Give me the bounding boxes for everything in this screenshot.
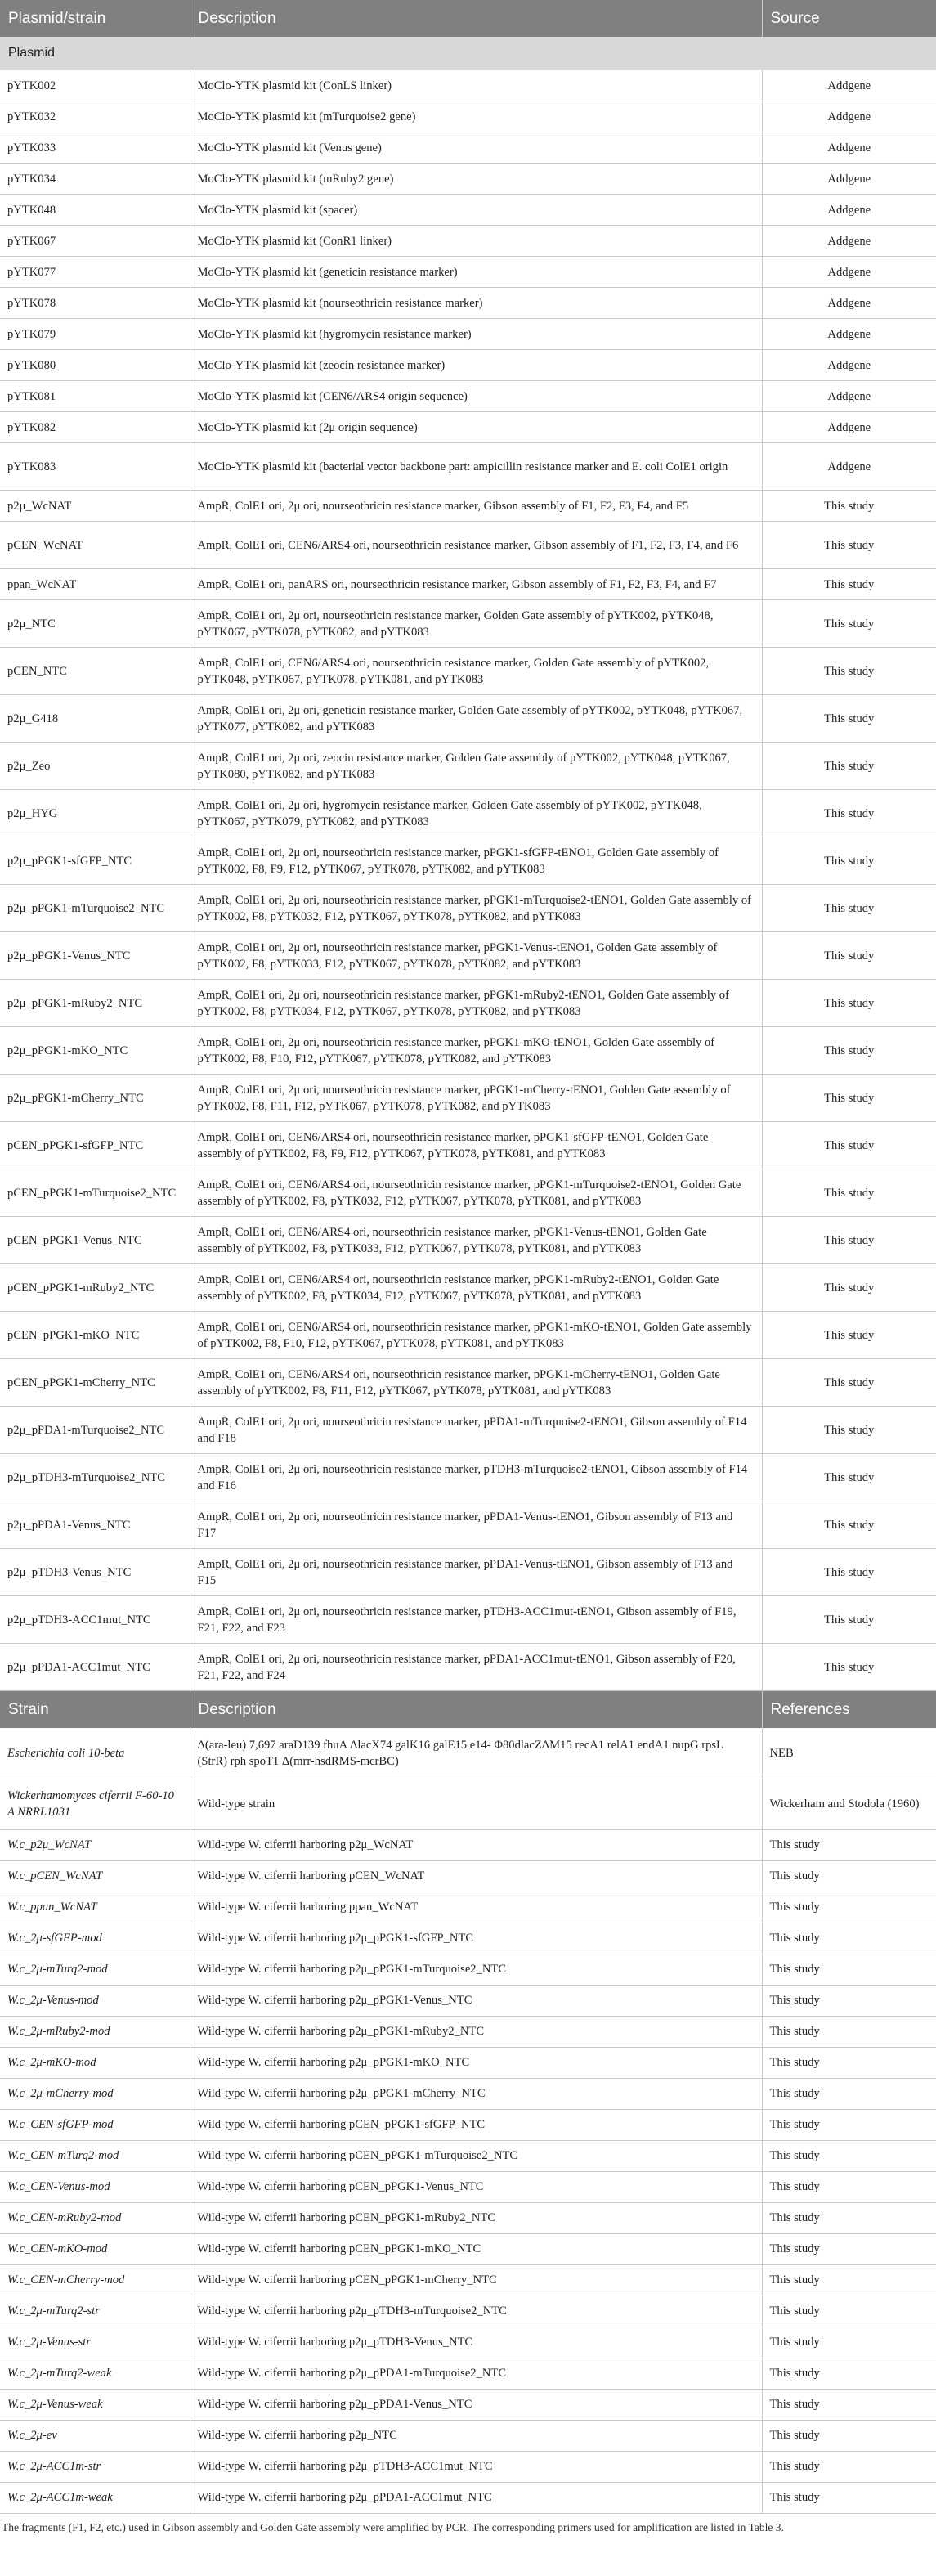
plasmid-name-cell: p2μ_pPGK1-mTurquoise2_NTC xyxy=(0,885,190,932)
section-label: Plasmid xyxy=(0,37,936,70)
source-cell: This study xyxy=(762,1169,936,1217)
description-cell: MoClo-YTK plasmid kit (mRuby2 gene) xyxy=(190,164,762,195)
column-header: Description xyxy=(190,1691,762,1729)
description-cell: MoClo-YTK plasmid kit (ConR1 linker) xyxy=(190,226,762,257)
strain-name-cell: W.c_2μ-Venus-str xyxy=(0,2327,190,2358)
table-row xyxy=(0,2451,936,2482)
strain-name-cell: W.c_2μ-mCherry-mod xyxy=(0,2078,190,2109)
plasmid-name-cell: p2μ_NTC xyxy=(0,600,190,648)
reference-cell: This study xyxy=(762,2202,936,2233)
strain-name-cell: W.c_2μ-Venus-weak xyxy=(0,2389,190,2420)
strain-name-cell: Escherichia coli 10-beta xyxy=(0,1728,190,1779)
source-cell: Addgene xyxy=(762,101,936,132)
description-cell: AmpR, ColE1 ori, 2μ ori, nourseothricin resistance marker, pPGK1-Venus-tENO1, Golden Gate assembly of pYTK002, F8, pYTK033, F12, pYTK067, pYTK078, pYTK082, and pYTK083 xyxy=(190,932,762,980)
source-cell: Addgene xyxy=(762,319,936,350)
description-cell: AmpR, ColE1 ori, CEN6/ARS4 ori, nourseothricin resistance marker, pPGK1-Venus-tENO1, Golden Gate assembly of pYTK002, F8, pYTK033, F12, pYTK067, pYTK078, pYTK081, and pYTK083 xyxy=(190,1217,762,1264)
table-row xyxy=(0,980,936,1027)
table-row xyxy=(0,1075,936,1122)
description-cell: AmpR, ColE1 ori, 2μ ori, nourseothricin resistance marker, pPDA1-Venus-tENO1, Gibson assembly of F13 and F17 xyxy=(190,1501,762,1549)
description-cell: Wild-type W. ciferrii harboring p2μ_pPGK1-sfGFP_NTC xyxy=(190,1923,762,1954)
description-cell: AmpR, ColE1 ori, CEN6/ARS4 ori, nourseothricin resistance marker, pPGK1-mKO-tENO1, Golden Gate assembly of pYTK002, F8, F10, F12, pYTK067, pYTK078, pYTK081, and pYTK083 xyxy=(190,1312,762,1359)
table-row xyxy=(0,132,936,164)
description-cell: AmpR, ColE1 ori, 2μ ori, geneticin resistance marker, Golden Gate assembly of pYTK002, pYTK048, pYTK067, pYTK077, pYTK082, and pYTK083 xyxy=(190,695,762,743)
description-cell: AmpR, ColE1 ori, 2μ ori, nourseothricin resistance marker, Golden Gate assembly of pYTK002, pYTK048, pYTK067, pYTK078, pYTK082, and pYTK083 xyxy=(190,600,762,648)
table-row xyxy=(0,288,936,319)
source-cell: Addgene xyxy=(762,164,936,195)
reference-cell: This study xyxy=(762,2296,936,2327)
description-cell: Wild-type W. ciferrii harboring p2μ_pPGK1-mTurquoise2_NTC xyxy=(190,1954,762,1985)
table-row xyxy=(0,569,936,600)
description-cell: Wild-type W. ciferrii harboring p2μ_pPGK1-mRuby2_NTC xyxy=(190,2016,762,2047)
table-row xyxy=(0,1312,936,1359)
plasmid-name-cell: pYTK048 xyxy=(0,195,190,226)
source-cell: This study xyxy=(762,491,936,522)
table-row xyxy=(0,2140,936,2171)
description-cell: Wild-type W. ciferrii harboring p2μ_pPDA1-ACC1mut_NTC xyxy=(190,2482,762,2513)
strain-name-cell: W.c_CEN-mTurq2-mod xyxy=(0,2140,190,2171)
table-row xyxy=(0,790,936,837)
table-row xyxy=(0,2233,936,2264)
description-cell: AmpR, ColE1 ori, panARS ori, nourseothricin resistance marker, Gibson assembly of F1, F2, F3, F4, and F7 xyxy=(190,569,762,600)
strain-name-cell: W.c_2μ-mRuby2-mod xyxy=(0,2016,190,2047)
description-cell: AmpR, ColE1 ori, 2μ ori, hygromycin resistance marker, Golden Gate assembly of pYTK002, pYTK048, pYTK067, pYTK079, pYTK082, and pYTK083 xyxy=(190,790,762,837)
plasmid-name-cell: p2μ_pPDA1-Venus_NTC xyxy=(0,1501,190,1549)
description-cell: MoClo-YTK plasmid kit (CEN6/ARS4 origin sequence) xyxy=(190,381,762,412)
reference-cell: This study xyxy=(762,1985,936,2016)
description-cell: Wild-type W. ciferrii harboring p2μ_pTDH3-mTurquoise2_NTC xyxy=(190,2296,762,2327)
table-row xyxy=(0,1407,936,1454)
description-cell: AmpR, ColE1 ori, CEN6/ARS4 ori, nourseothricin resistance marker, pPGK1-sfGFP-tENO1, Golden Gate assembly of pYTK002, F8, F9, F12, pYTK067, pYTK078, pYTK081, and pYTK083 xyxy=(190,1122,762,1169)
source-cell: This study xyxy=(762,1501,936,1549)
reference-cell: This study xyxy=(762,2389,936,2420)
table-row xyxy=(0,837,936,885)
plasmid-name-cell: p2μ_Zeo xyxy=(0,743,190,790)
source-cell: This study xyxy=(762,600,936,648)
strain-name-cell: W.c_2μ-ev xyxy=(0,2420,190,2451)
plasmid-name-cell: p2μ_pTDH3-mTurquoise2_NTC xyxy=(0,1454,190,1501)
plasmid-name-cell: pYTK082 xyxy=(0,412,190,443)
table-row xyxy=(0,522,936,569)
reference-cell: This study xyxy=(762,2016,936,2047)
table-row xyxy=(0,2016,936,2047)
plasmid-name-cell: pCEN_pPGK1-Venus_NTC xyxy=(0,1217,190,1264)
plasmid-name-cell: pYTK033 xyxy=(0,132,190,164)
source-cell: This study xyxy=(762,1549,936,1596)
description-cell: Wild-type strain xyxy=(190,1779,762,1829)
source-cell: This study xyxy=(762,648,936,695)
description-cell: AmpR, ColE1 ori, 2μ ori, nourseothricin resistance marker, pPDA1-mTurquoise2-tENO1, Gibson assembly of F14 and F18 xyxy=(190,1407,762,1454)
description-cell: AmpR, ColE1 ori, CEN6/ARS4 ori, nourseothricin resistance marker, pPGK1-mTurquoise2-tENO1, Golden Gate assembly of pYTK002, F8, pYTK032, F12, pYTK067, pYTK078, pYTK081, and pYTK083 xyxy=(190,1169,762,1217)
table-row xyxy=(0,1892,936,1923)
description-cell: Wild-type W. ciferrii harboring p2μ_pPDA1-mTurquoise2_NTC xyxy=(190,2358,762,2389)
table-row xyxy=(0,2420,936,2451)
strain-name-cell: W.c_ppan_WcNAT xyxy=(0,1892,190,1923)
description-cell: Wild-type W. ciferrii harboring pCEN_pPGK1-mKO_NTC xyxy=(190,2233,762,2264)
source-cell: This study xyxy=(762,1217,936,1264)
plasmid-name-cell: pCEN_pPGK1-mTurquoise2_NTC xyxy=(0,1169,190,1217)
strain-name-cell: W.c_2μ-mTurq2-weak xyxy=(0,2358,190,2389)
source-cell: Addgene xyxy=(762,412,936,443)
source-cell: Addgene xyxy=(762,70,936,101)
reference-cell: This study xyxy=(762,2171,936,2202)
description-cell: AmpR, ColE1 ori, 2μ ori, nourseothricin resistance marker, pPGK1-mRuby2-tENO1, Golden Gate assembly of pYTK002, F8, pYTK034, F12, pYTK067, pYTK078, pYTK082, and pYTK083 xyxy=(190,980,762,1027)
plasmid-name-cell: pYTK034 xyxy=(0,164,190,195)
source-cell: Addgene xyxy=(762,443,936,491)
plasmid-name-cell: p2μ_pPDA1-mTurquoise2_NTC xyxy=(0,1407,190,1454)
table-row xyxy=(0,1359,936,1407)
table-row xyxy=(0,350,936,381)
plasmid-name-cell: pCEN_pPGK1-mRuby2_NTC xyxy=(0,1264,190,1312)
table-row xyxy=(0,1027,936,1075)
strain-name-cell: W.c_2μ-ACC1m-weak xyxy=(0,2482,190,2513)
source-cell: This study xyxy=(762,932,936,980)
source-cell: This study xyxy=(762,1122,936,1169)
table-row xyxy=(0,1954,936,1985)
table-row xyxy=(0,1549,936,1596)
reference-cell: NEB xyxy=(762,1728,936,1779)
table-row xyxy=(0,1454,936,1501)
strain-name-cell: Wickerhamomyces ciferrii F-60-10 A NRRL1031 xyxy=(0,1779,190,1829)
reference-cell: This study xyxy=(762,2327,936,2358)
plasmid-name-cell: pYTK080 xyxy=(0,350,190,381)
source-cell: Addgene xyxy=(762,288,936,319)
source-cell: This study xyxy=(762,1264,936,1312)
reference-cell: This study xyxy=(762,2233,936,2264)
table-row xyxy=(0,1728,936,1779)
plasmid-name-cell: pYTK032 xyxy=(0,101,190,132)
plasmid-name-cell: p2μ_pPGK1-mRuby2_NTC xyxy=(0,980,190,1027)
source-cell: This study xyxy=(762,790,936,837)
description-cell: AmpR, ColE1 ori, CEN6/ARS4 ori, nourseothricin resistance marker, pPGK1-mCherry-tENO1, Golden Gate assembly of pYTK002, F8, F11, F12, pYTK067, pYTK078, pYTK081, and pYTK083 xyxy=(190,1359,762,1407)
strain-section xyxy=(0,1728,936,2513)
table-row xyxy=(0,2171,936,2202)
plasmid-name-cell: pCEN_WcNAT xyxy=(0,522,190,569)
table-row xyxy=(0,443,936,491)
description-cell: AmpR, ColE1 ori, 2μ ori, nourseothricin resistance marker, pPGK1-mCherry-tENO1, Golden Gate assembly of pYTK002, F8, F11, F12, pYTK067, pYTK078, pYTK082, and pYTK083 xyxy=(190,1075,762,1122)
table-row xyxy=(0,412,936,443)
description-cell: MoClo-YTK plasmid kit (spacer) xyxy=(190,195,762,226)
source-cell: This study xyxy=(762,1596,936,1644)
source-cell: This study xyxy=(762,885,936,932)
description-cell: MoClo-YTK plasmid kit (nourseothricin resistance marker) xyxy=(190,288,762,319)
description-cell: MoClo-YTK plasmid kit (mTurquoise2 gene) xyxy=(190,101,762,132)
strain-name-cell: W.c_CEN-mRuby2-mod xyxy=(0,2202,190,2233)
description-cell: AmpR, ColE1 ori, CEN6/ARS4 ori, nourseothricin resistance marker, Golden Gate assembly of pYTK002, pYTK048, pYTK067, pYTK078, pYTK081, and pYTK083 xyxy=(190,648,762,695)
plasmid-name-cell: pYTK081 xyxy=(0,381,190,412)
strain-name-cell: W.c_CEN-mKO-mod xyxy=(0,2233,190,2264)
table-row xyxy=(0,1860,936,1892)
table-row xyxy=(0,600,936,648)
table-row xyxy=(0,2327,936,2358)
description-cell: Wild-type W. ciferrii harboring p2μ_pTDH3-Venus_NTC xyxy=(190,2327,762,2358)
source-cell: Addgene xyxy=(762,226,936,257)
source-cell: Addgene xyxy=(762,132,936,164)
description-cell: Wild-type W. ciferrii harboring pCEN_pPGK1-mRuby2_NTC xyxy=(190,2202,762,2233)
table-row xyxy=(0,164,936,195)
source-cell: This study xyxy=(762,1075,936,1122)
table-row xyxy=(0,743,936,790)
plasmid-name-cell: pYTK083 xyxy=(0,443,190,491)
table-row xyxy=(0,2389,936,2420)
description-cell: MoClo-YTK plasmid kit (ConLS linker) xyxy=(190,70,762,101)
description-cell: AmpR, ColE1 ori, 2μ ori, nourseothricin resistance marker, Gibson assembly of F1, F2, F3, F4, and F5 xyxy=(190,491,762,522)
description-cell: Wild-type W. ciferrii harboring pCEN_WcNAT xyxy=(190,1860,762,1892)
plasmid-name-cell: pCEN_pPGK1-sfGFP_NTC xyxy=(0,1122,190,1169)
plasmid-name-cell: p2μ_pPGK1-sfGFP_NTC xyxy=(0,837,190,885)
description-cell: AmpR, ColE1 ori, 2μ ori, nourseothricin resistance marker, pPGK1-mTurquoise2-tENO1, Golden Gate assembly of pYTK002, F8, pYTK032, F12, pYTK067, pYTK078, pYTK082, and pYTK083 xyxy=(190,885,762,932)
table-row xyxy=(0,2202,936,2233)
strain-header-section xyxy=(0,1691,936,1729)
description-cell: Wild-type W. ciferrii harboring p2μ_NTC xyxy=(190,2420,762,2451)
reference-cell: This study xyxy=(762,2420,936,2451)
source-cell: This study xyxy=(762,522,936,569)
table-footnote: The fragments (F1, F2, etc.) used in Gibson assembly and Golden Gate assembly were amplified by PCR. The corresponding primers used for amplification are listed in Table 3. xyxy=(2,2520,784,2533)
table-row xyxy=(0,2078,936,2109)
table-row xyxy=(0,1501,936,1549)
description-cell: Wild-type W. ciferrii harboring p2μ_pPDA1-Venus_NTC xyxy=(190,2389,762,2420)
description-cell: Wild-type W. ciferrii harboring p2μ_pPGK1-mKO_NTC xyxy=(190,2047,762,2078)
plasmid-name-cell: p2μ_HYG xyxy=(0,790,190,837)
plasmid-name-cell: p2μ_pPGK1-mCherry_NTC xyxy=(0,1075,190,1122)
source-cell: This study xyxy=(762,1312,936,1359)
plasmid-name-cell: p2μ_pPDA1-ACC1mut_NTC xyxy=(0,1644,190,1691)
table-row xyxy=(0,1644,936,1691)
plasmid-name-cell: pYTK079 xyxy=(0,319,190,350)
table-row xyxy=(0,2047,936,2078)
description-cell: MoClo-YTK plasmid kit (zeocin resistance marker) xyxy=(190,350,762,381)
description-cell: AmpR, ColE1 ori, 2μ ori, nourseothricin resistance marker, pPGK1-mKO-tENO1, Golden Gate assembly of pYTK002, F8, F10, F12, pYTK067, pYTK078, pYTK082, and pYTK083 xyxy=(190,1027,762,1075)
description-cell: AmpR, ColE1 ori, CEN6/ARS4 ori, nourseothricin resistance marker, pPGK1-mRuby2-tENO1, Golden Gate assembly of pYTK002, F8, pYTK034, F12, pYTK067, pYTK078, pYTK081, and pYTK083 xyxy=(190,1264,762,1312)
strain-name-cell: W.c_CEN-mCherry-mod xyxy=(0,2264,190,2296)
description-cell: Wild-type W. ciferrii harboring pCEN_pPGK1-Venus_NTC xyxy=(190,2171,762,2202)
plasmid-name-cell: ppan_WcNAT xyxy=(0,569,190,600)
description-cell: Wild-type W. ciferrii harboring p2μ_pPGK1-mCherry_NTC xyxy=(190,2078,762,2109)
reference-cell: This study xyxy=(762,2451,936,2482)
description-cell: Wild-type W. ciferrii harboring pCEN_pPGK1-sfGFP_NTC xyxy=(190,2109,762,2140)
table-row xyxy=(0,195,936,226)
table-row xyxy=(0,1264,936,1312)
plasmid-name-cell: p2μ_pPGK1-mKO_NTC xyxy=(0,1027,190,1075)
reference-cell: This study xyxy=(762,2140,936,2171)
table-row xyxy=(0,226,936,257)
reference-cell: This study xyxy=(762,1829,936,1860)
table-row xyxy=(0,1122,936,1169)
source-cell: This study xyxy=(762,1644,936,1691)
strain-name-cell: W.c_2μ-ACC1m-str xyxy=(0,2451,190,2482)
source-cell: This study xyxy=(762,569,936,600)
source-cell: Addgene xyxy=(762,195,936,226)
description-cell: Wild-type W. ciferrii harboring p2μ_WcNAT xyxy=(190,1829,762,1860)
reference-cell: Wickerham and Stodola (1960) xyxy=(762,1779,936,1829)
table-row xyxy=(0,319,936,350)
source-cell: This study xyxy=(762,743,936,790)
source-cell: This study xyxy=(762,837,936,885)
strain-name-cell: W.c_2μ-Venus-mod xyxy=(0,1985,190,2016)
strain-name-cell: W.c_CEN-Venus-mod xyxy=(0,2171,190,2202)
column-header: References xyxy=(762,1691,936,1729)
reference-cell: This study xyxy=(762,2482,936,2513)
description-cell: AmpR, ColE1 ori, 2μ ori, nourseothricin resistance marker, pPGK1-sfGFP-tENO1, Golden Gate assembly of pYTK002, F8, F9, F12, pYTK067, pYTK078, pYTK082, and pYTK083 xyxy=(190,837,762,885)
plasmid-name-cell: p2μ_G418 xyxy=(0,695,190,743)
strain-name-cell: W.c_2μ-mTurq2-str xyxy=(0,2296,190,2327)
table-row xyxy=(0,1596,936,1644)
source-cell: This study xyxy=(762,980,936,1027)
source-cell: Addgene xyxy=(762,381,936,412)
description-cell: Wild-type W. ciferrii harboring pCEN_pPGK1-mTurquoise2_NTC xyxy=(190,2140,762,2171)
reference-cell: This study xyxy=(762,2358,936,2389)
source-cell: Addgene xyxy=(762,350,936,381)
column-header: Description xyxy=(190,0,762,37)
description-cell: AmpR, ColE1 ori, 2μ ori, nourseothricin resistance marker, pPDA1-ACC1mut-tENO1, Gibson assembly of F20, F21, F22, and F24 xyxy=(190,1644,762,1691)
reference-cell: This study xyxy=(762,1860,936,1892)
source-cell: This study xyxy=(762,695,936,743)
plasmid-name-cell: pCEN_pPGK1-mCherry_NTC xyxy=(0,1359,190,1407)
plasmid-name-cell: p2μ_pTDH3-ACC1mut_NTC xyxy=(0,1596,190,1644)
column-header: Plasmid/strain xyxy=(0,0,190,37)
plasmid-name-cell: pYTK077 xyxy=(0,257,190,288)
plasmid-section xyxy=(0,37,936,1691)
table-row xyxy=(0,885,936,932)
strain-name-cell: W.c_2μ-mTurq2-mod xyxy=(0,1954,190,1985)
description-cell: Δ(ara-leu) 7,697 araD139 fhuA ΔlacX74 galK16 galE15 e14- Φ80dlacZΔM15 recA1 relA1 endA1 nupG rpsL (StrR) rph spoT1 Δ(mrr-hsdRMS-mcrBC) xyxy=(190,1728,762,1779)
table-row xyxy=(0,2358,936,2389)
reference-cell: This study xyxy=(762,1892,936,1923)
table-row xyxy=(0,2109,936,2140)
table-row xyxy=(0,1985,936,2016)
reference-cell: This study xyxy=(762,1954,936,1985)
plasmid-name-cell: p2μ_pTDH3-Venus_NTC xyxy=(0,1549,190,1596)
table-row xyxy=(0,257,936,288)
table-row xyxy=(0,932,936,980)
source-cell: Addgene xyxy=(762,257,936,288)
reference-cell: This study xyxy=(762,2078,936,2109)
description-cell: AmpR, ColE1 ori, 2μ ori, nourseothricin resistance marker, pPDA1-Venus-tENO1, Gibson assembly of F13 and F15 xyxy=(190,1549,762,1596)
description-cell: AmpR, ColE1 ori, CEN6/ARS4 ori, nourseothricin resistance marker, Gibson assembly of F1, F2, F3, F4, and F6 xyxy=(190,522,762,569)
plasmid-name-cell: pCEN_pPGK1-mKO_NTC xyxy=(0,1312,190,1359)
table-header-row xyxy=(0,0,936,37)
description-cell: AmpR, ColE1 ori, 2μ ori, nourseothricin resistance marker, pTDH3-ACC1mut-tENO1, Gibson assembly of F19, F21, F22, and F23 xyxy=(190,1596,762,1644)
strain-name-cell: W.c_p2μ_WcNAT xyxy=(0,1829,190,1860)
table-row xyxy=(0,1217,936,1264)
plasmid-name-cell: pYTK078 xyxy=(0,288,190,319)
strain-name-cell: W.c_pCEN_WcNAT xyxy=(0,1860,190,1892)
description-cell: MoClo-YTK plasmid kit (bacterial vector backbone part: ampicillin resistance marker and E. coli ColE1 origin xyxy=(190,443,762,491)
table-row xyxy=(0,1923,936,1954)
section-label-row xyxy=(0,37,936,70)
table-row xyxy=(0,2296,936,2327)
description-cell: MoClo-YTK plasmid kit (Venus gene) xyxy=(190,132,762,164)
table-row xyxy=(0,2264,936,2296)
description-cell: AmpR, ColE1 ori, 2μ ori, zeocin resistance marker, Golden Gate assembly of pYTK002, pYTK048, pYTK067, pYTK080, pYTK082, and pYTK083 xyxy=(190,743,762,790)
table-row xyxy=(0,1829,936,1860)
reference-cell: This study xyxy=(762,1923,936,1954)
table-row xyxy=(0,101,936,132)
table-row xyxy=(0,2482,936,2513)
strain-name-cell: W.c_2μ-mKO-mod xyxy=(0,2047,190,2078)
plasmid-name-cell: pYTK002 xyxy=(0,70,190,101)
description-cell: Wild-type W. ciferrii harboring ppan_WcNAT xyxy=(190,1892,762,1923)
column-header: Source xyxy=(762,0,936,37)
source-cell: This study xyxy=(762,1454,936,1501)
reference-cell: This study xyxy=(762,2264,936,2296)
table-row xyxy=(0,695,936,743)
source-cell: This study xyxy=(762,1407,936,1454)
table-row xyxy=(0,1779,936,1829)
table-row xyxy=(0,491,936,522)
description-cell: AmpR, ColE1 ori, 2μ ori, nourseothricin resistance marker, pTDH3-mTurquoise2-tENO1, Gibson assembly of F14 and F16 xyxy=(190,1454,762,1501)
plasmid-name-cell: pYTK067 xyxy=(0,226,190,257)
description-cell: MoClo-YTK plasmid kit (2μ origin sequence) xyxy=(190,412,762,443)
plasmid-name-cell: p2μ_WcNAT xyxy=(0,491,190,522)
column-header: Strain xyxy=(0,1691,190,1729)
reference-cell: This study xyxy=(762,2109,936,2140)
strain-name-cell: W.c_CEN-sfGFP-mod xyxy=(0,2109,190,2140)
description-cell: Wild-type W. ciferrii harboring pCEN_pPGK1-mCherry_NTC xyxy=(190,2264,762,2296)
strain-name-cell: W.c_2μ-sfGFP-mod xyxy=(0,1923,190,1954)
description-cell: Wild-type W. ciferrii harboring p2μ_pPGK1-Venus_NTC xyxy=(190,1985,762,2016)
table-row xyxy=(0,1169,936,1217)
plasmid-name-cell: p2μ_pPGK1-Venus_NTC xyxy=(0,932,190,980)
description-cell: MoClo-YTK plasmid kit (hygromycin resistance marker) xyxy=(190,319,762,350)
table-row xyxy=(0,381,936,412)
description-cell: MoClo-YTK plasmid kit (geneticin resistance marker) xyxy=(190,257,762,288)
table-row xyxy=(0,648,936,695)
source-cell: This study xyxy=(762,1359,936,1407)
table-row xyxy=(0,70,936,101)
table-header-row xyxy=(0,1691,936,1729)
description-cell: Wild-type W. ciferrii harboring p2μ_pTDH3-ACC1mut_NTC xyxy=(190,2451,762,2482)
plasmid-name-cell: pCEN_NTC xyxy=(0,648,190,695)
reference-cell: This study xyxy=(762,2047,936,2078)
source-cell: This study xyxy=(762,1027,936,1075)
